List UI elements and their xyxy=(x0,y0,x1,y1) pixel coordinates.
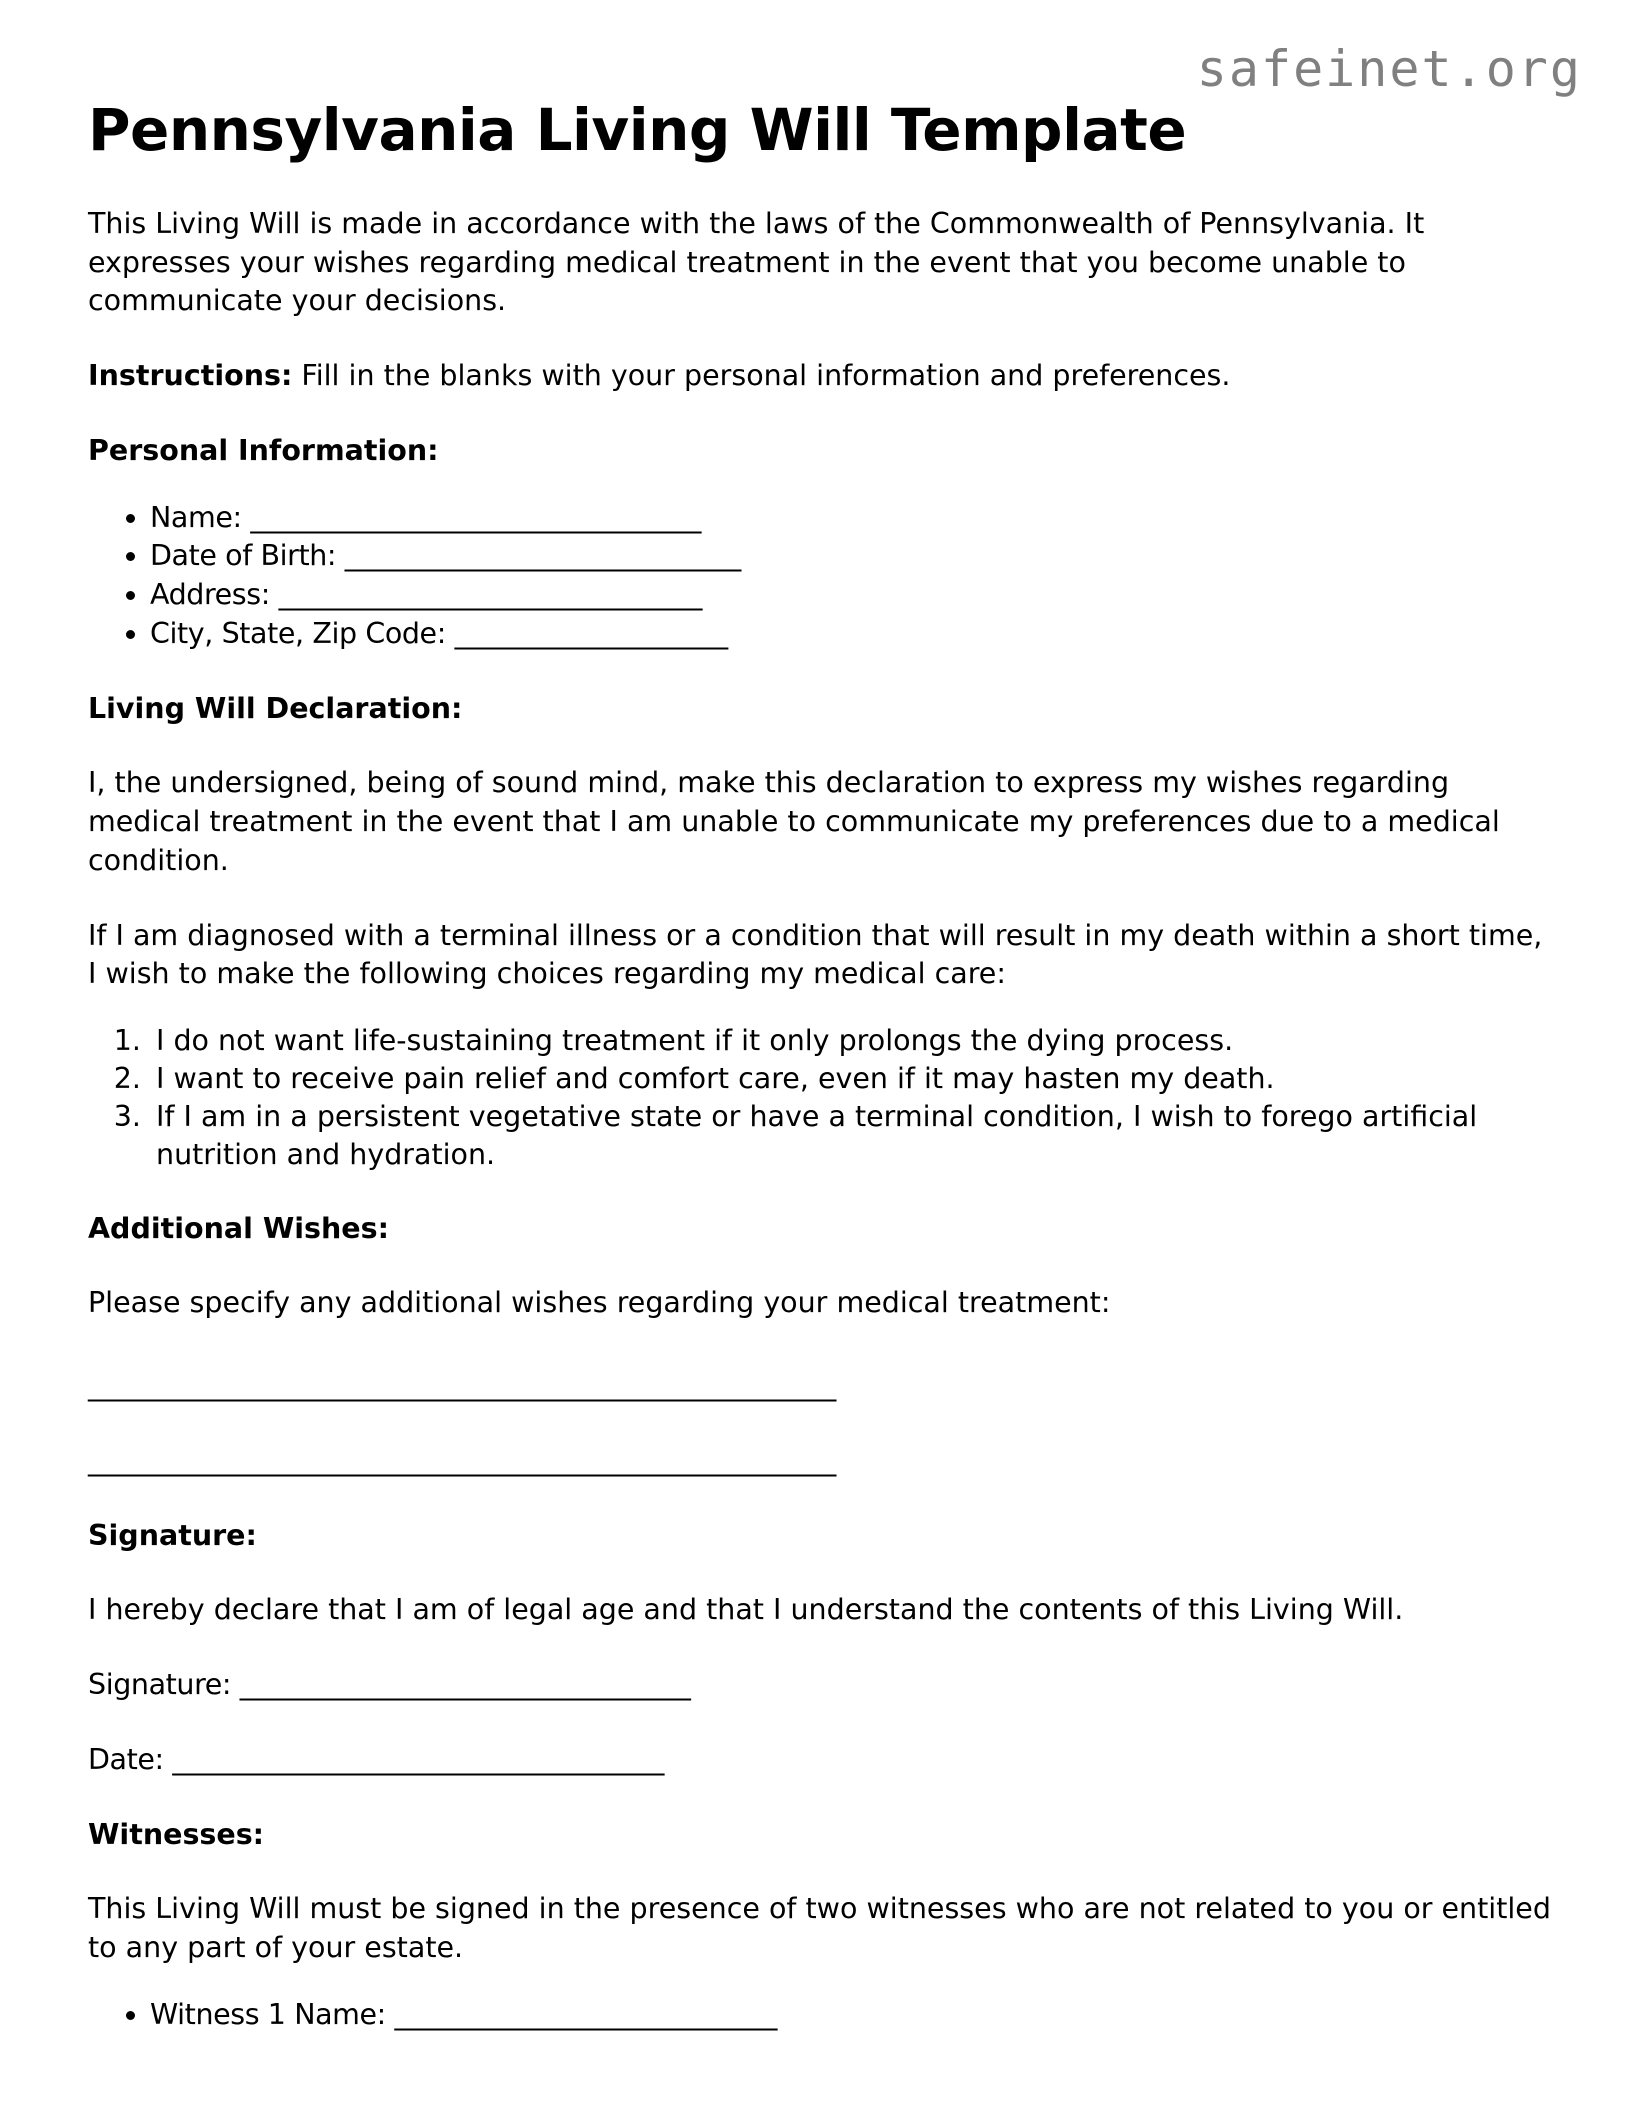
section-heading-additional-wishes: Additional Wishes: xyxy=(88,1211,389,1245)
witnesses-list xyxy=(88,1996,1556,2035)
fill-in-blank[interactable]: _____________________________ xyxy=(344,539,741,573)
site-watermark: safeinet.org xyxy=(1196,40,1582,98)
witnesses-paragraph: This Living Will must be signed in the presence of two witnesses who are not related to you or entitled to any part of your estate. xyxy=(88,1892,1551,1965)
field-label: Date of Birth: xyxy=(150,539,345,573)
fill-in-blank[interactable]: ____________________ xyxy=(454,616,728,650)
instructions-text: Fill in the blanks with your personal information and preferences. xyxy=(292,359,1231,393)
spacer xyxy=(88,881,1556,917)
signature-label: Signature: xyxy=(88,1668,240,1702)
field-label: Name: xyxy=(150,500,251,534)
field-label: Address: xyxy=(150,578,279,612)
page-title: Pennsylvania Living Will Template xyxy=(88,96,1187,164)
additional-wishes-prompt: Please specify any additional wishes regarding your medical treatment: xyxy=(88,1286,1111,1320)
spacer xyxy=(88,1481,1556,1517)
spacer xyxy=(88,994,1556,1022)
declaration-paragraph-1: I, the undersigned, being of sound mind, make this declaration to express my wishes regarding medical treatment in the event that I am unable to communicate my preferences due to a medical condition. xyxy=(88,766,1500,877)
spacer xyxy=(88,1630,1556,1666)
signature-blank[interactable]: _________________________________ xyxy=(239,1668,691,1702)
list-item xyxy=(150,1996,1556,2035)
spacer xyxy=(88,1248,1556,1284)
document-content xyxy=(88,0,1556,2035)
spacer xyxy=(88,396,1556,432)
spacer xyxy=(88,1323,1556,1367)
spacer xyxy=(88,1555,1556,1591)
spacer xyxy=(88,1968,1556,1996)
list-item: 3. If I am in a persistent vegetative state or have a terminal condition, I wish to forego artificial nutrition and hydration. xyxy=(150,1098,1556,1174)
signature-field-row xyxy=(88,1666,1556,1705)
date-field-row xyxy=(88,1741,1556,1780)
spacer xyxy=(88,161,1556,205)
list-item xyxy=(150,576,1556,615)
spacer xyxy=(88,728,1556,764)
spacer xyxy=(88,654,1556,690)
list-item xyxy=(150,537,1556,576)
section-heading-personal-information: Personal Information: xyxy=(88,433,439,467)
date-label: Date: xyxy=(88,1742,173,1776)
list-item: 1. I do not want life-sustaining treatment if it only prolongs the dying process. xyxy=(150,1022,1556,1060)
spacer xyxy=(88,1854,1556,1890)
intro-paragraph: This Living Will is made in accordance with the laws of the Commonwealth of Pennsylvania. It expresses your wishes regarding medical treatment in the event that you become unable to communicate your decisions. xyxy=(88,206,1425,318)
list-item xyxy=(150,615,1556,654)
fill-in-blank[interactable]: _______________________________ xyxy=(278,578,702,612)
fill-in-blank[interactable]: ____________________________ xyxy=(394,1997,777,2031)
declaration-paragraph-2: If I am diagnosed with a terminal illness or a condition that will result in my death within a short time, I wish to make the following choices regarding my medical care: xyxy=(88,918,1543,991)
spacer xyxy=(88,1780,1556,1816)
signature-declaration-paragraph: I hereby declare that I am of legal age and that I understand the contents of this Living Will. xyxy=(88,1593,1404,1627)
medical-care-choices-list xyxy=(88,1022,1556,1174)
section-heading-signature: Signature: xyxy=(88,1518,257,1552)
spacer xyxy=(88,471,1556,499)
instructions-label: Instructions: xyxy=(88,359,293,393)
spacer xyxy=(88,1705,1556,1741)
list-item: 2. I want to receive pain relief and comfort care, even if it may hasten my death. xyxy=(150,1060,1556,1098)
personal-information-list xyxy=(88,499,1556,654)
spacer xyxy=(88,1174,1556,1210)
section-heading-witnesses: Witnesses: xyxy=(88,1817,265,1851)
section-heading-living-will-declaration: Living Will Declaration: xyxy=(88,691,463,725)
field-label: City, State, Zip Code: xyxy=(150,616,455,650)
field-label: Witness 1 Name: xyxy=(150,1997,395,2031)
additional-wishes-blank-1[interactable]: ______________________________________________________ xyxy=(88,1369,836,1403)
spacer xyxy=(88,1406,1556,1442)
date-blank[interactable]: ____________________________________ xyxy=(172,1742,664,1776)
spacer xyxy=(88,321,1556,357)
list-item xyxy=(150,499,1556,538)
instructions-paragraph xyxy=(88,357,1556,396)
additional-wishes-blank-2[interactable]: ______________________________________________________ xyxy=(88,1443,836,1477)
fill-in-blank[interactable]: _________________________________ xyxy=(250,500,701,534)
